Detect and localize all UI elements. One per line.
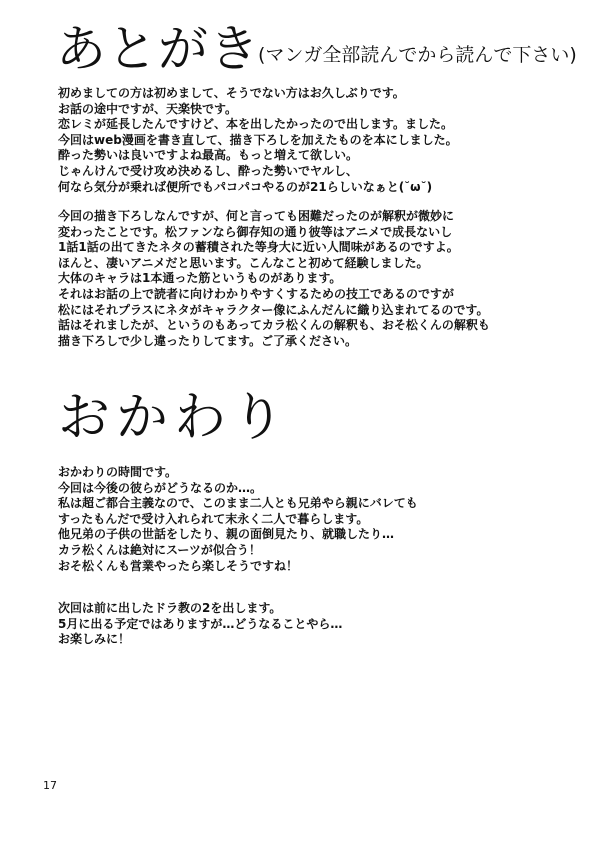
- text-line: 次回は前に出したドラ教の2を出します。: [58, 601, 282, 615]
- afterword-title: あとがき: [56, 20, 260, 78]
- text-line: すったもんだで受け入れられて末永く二人で暮らします。: [58, 511, 369, 526]
- text-line: おかわりの時間です。: [58, 465, 178, 479]
- afterword-paragraph-1: [58, 86, 458, 195]
- text-line: 変わったことです。松ファンなら御存知の通り彼等はアニメで成長ないし: [58, 224, 453, 239]
- text-line: 恋レミが延長したんですけど、本を出したかったので出します。ました。: [58, 117, 454, 132]
- okawari-paragraph-2: [58, 601, 342, 648]
- text-line: 今回はweb漫画を書き直して、描き下ろしを加えたものを本にしました。: [58, 132, 458, 147]
- okawari-paragraph-1: [58, 465, 418, 574]
- afterword-paragraph-2: [58, 209, 490, 349]
- text-line: 私は超ご都合主義なので、このまま二人とも兄弟やら親にバレても: [58, 496, 418, 511]
- page-number: 17: [43, 779, 57, 792]
- text-line: それはお話の上で読者に向けわかりやすくするための技工であるのですが: [58, 286, 455, 301]
- text-line: 1話1話の出てきたネタの蓄積された等身大に近い人間味があるのですよ。: [58, 240, 459, 255]
- text-line: 話はそれましたが、というのもあってカラ松くんの解釈も、おそ松くんの解釈も: [58, 318, 490, 333]
- text-line: お話の途中ですが、天楽快です。: [58, 101, 238, 116]
- text-line: おそ松くんも営業やったら楽しそうですね！: [58, 558, 299, 573]
- text-line: お楽しみに！: [58, 632, 131, 647]
- text-line: カラ松くんは絶対にスーツが似合う！: [58, 542, 261, 557]
- text-line: 5月に出る予定ではありますが…どうなることやら…: [58, 616, 343, 631]
- text-line: 酔った勢いは良いですよね最高。もっと増えて欲しい。: [58, 148, 359, 163]
- text-line: じゃんけんで受け攻め決めるし、酔った勢いでヤルし、: [58, 163, 358, 178]
- text-line: 今回は今後の彼らがどうなるのか…。: [58, 480, 263, 495]
- text-line: 何なら気分が乗れば便所でもパコパコやるのが21らしいなぁと(˘ω˘): [58, 179, 433, 194]
- afterword-heading: [56, 14, 576, 84]
- okawari-title: おかわり: [58, 388, 291, 448]
- text-line: 初めましての方は初めまして、そうでない方はお久しぶりです。: [58, 86, 405, 100]
- text-line: 松にはそれプラスにネタがキャラクター像にふんだんに織り込まれてるのです。: [58, 302, 489, 317]
- text-line: ほんと、凄いアニメだと思います。こんなこと初めて経験しました。: [58, 255, 429, 270]
- text-line: 今回の描き下ろしなんですが、何と言っても困難だったのが解釈が微妙に: [58, 209, 455, 223]
- afterword-subtitle: (マンガ全部読んでから読んで下さい): [258, 44, 577, 66]
- text-line: 描き下ろしで少し違ったりしてます。ご了承ください。: [58, 333, 358, 348]
- text-line: 大体のキャラは1本通った筋というものがあります。: [58, 271, 342, 286]
- text-line: 他兄弟の子供の世話をしたり、親の面倒見たり、就職したり…: [58, 527, 395, 542]
